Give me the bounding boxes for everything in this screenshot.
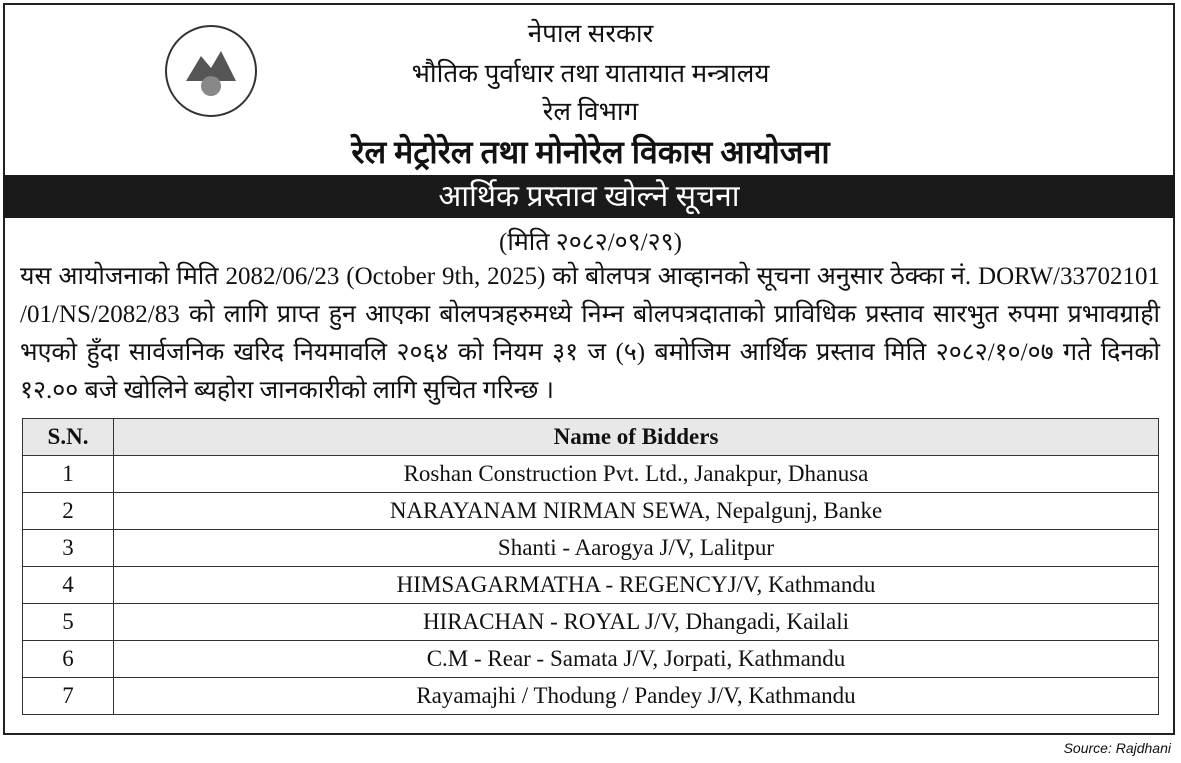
table-row <box>23 456 1159 493</box>
bidder-name: Roshan Construction Pvt. Ltd., Janakpur, Dhanusa <box>114 456 1159 493</box>
serial-number: 7 <box>23 678 114 715</box>
notice-paragraph: यस आयोजनाको मिति 2082/06/23 (October 9th, 2025) को बोलपत्र आव्हानको सूचना अनुसार ठेक्का नं. DORW/33702101 /01/NS/2082/83 को लागि प्राप्त हुन आएका बोलपत्रहरुमध्ये निम्न बोलपत्रदाताको प्राविधिक प्रस्ताव सारभुत रुपमा प्रभावग्राही भएको हुँदा सार्वजनिक खरिद नियमावलि २०६४ को नियम ३१ ज (५) बमोजिम आर्थिक प्रस्ताव मिति २०८२/१०/०७ गते दिनको १२.०० बजे खोलिने ब्यहोरा जानकारीको लागि सुचित गरिन्छ । <box>20 263 1160 404</box>
table-row <box>23 678 1159 715</box>
bidder-name: HIRACHAN - ROYAL J/V, Dhangadi, Kailali <box>114 604 1159 641</box>
table-row <box>23 530 1159 567</box>
header-line-2: भौतिक पुर्वाधार तथा यातायात मन्त्रालय <box>411 59 770 88</box>
bidder-name: HIMSAGARMATHA - REGENCYJ/V, Kathmandu <box>114 567 1159 604</box>
header-line-4: रेल मेट्रोरेल तथा मोनोरेल विकास आयोजना <box>351 134 830 170</box>
header-bidders: Name of Bidders <box>114 419 1159 456</box>
header-sn: S.N. <box>23 419 114 456</box>
bidders-table <box>22 418 1159 715</box>
header-line-3: रेल विभाग <box>542 97 639 126</box>
serial-number: 3 <box>23 530 114 567</box>
header-line-1: नेपाल सरकार <box>527 19 654 48</box>
serial-number: 4 <box>23 567 114 604</box>
table-row <box>23 567 1159 604</box>
serial-number: 6 <box>23 641 114 678</box>
bidder-name: Rayamajhi / Thodung / Pandey J/V, Kathmandu <box>114 678 1159 715</box>
table-row <box>23 641 1159 678</box>
bidder-name: Shanti - Aarogya J/V, Lalitpur <box>114 530 1159 567</box>
table-row <box>23 493 1159 530</box>
serial-number: 2 <box>23 493 114 530</box>
serial-number: 1 <box>23 456 114 493</box>
notice-title: आर्थिक प्रस्ताव खोल्ने सूचना <box>3 175 1175 218</box>
serial-number: 5 <box>23 604 114 641</box>
source-credit: Source: Rajdhani <box>1063 740 1171 756</box>
bidder-name: C.M - Rear - Samata J/V, Jorpati, Kathmandu <box>114 641 1159 678</box>
table-row <box>23 604 1159 641</box>
bidder-name: NARAYANAM NIRMAN SEWA, Nepalgunj, Banke <box>114 493 1159 530</box>
notice-date: (मिति २०८२/०९/२९) <box>499 229 682 256</box>
